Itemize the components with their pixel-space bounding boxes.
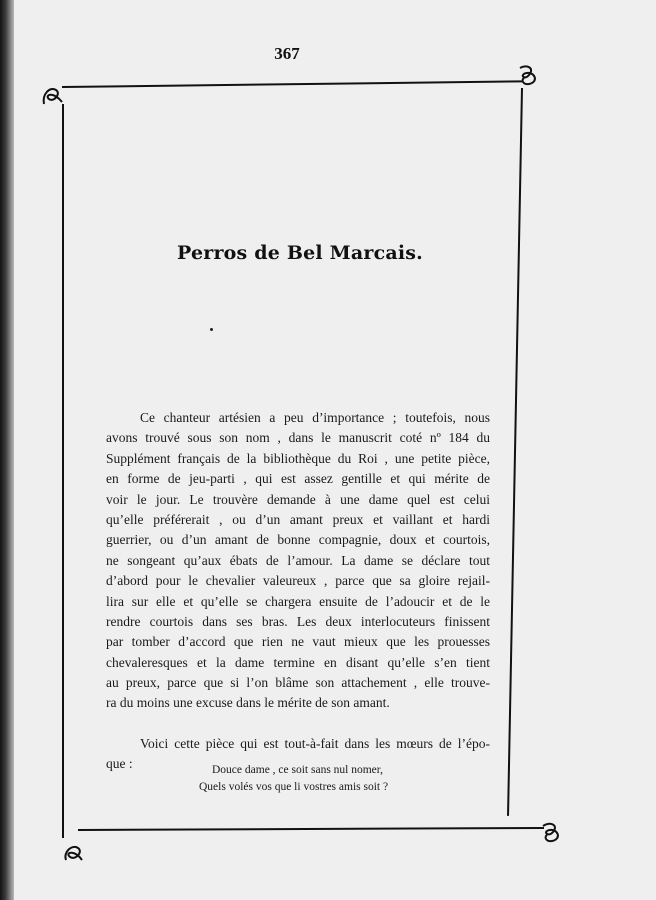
text-line: en forme de jeu-parti , qui est assez gentille et qui mérite de	[106, 471, 490, 487]
corner-ornament-top-left-icon	[40, 84, 66, 110]
text-line: par tomber d’accord que rien ne vaut mieux que les prouesses	[106, 634, 490, 650]
corner-ornament-top-right-icon	[515, 62, 541, 88]
verse-line: Quels volés vos que li vostres amis soit ?	[199, 781, 389, 793]
text-line: rendre courtois dans ses bras. Les deux interlocuteurs finissent	[106, 613, 490, 629]
section-title: Perros de Bel Marcais.	[176, 242, 423, 264]
text-line: au preux, parce que si l’on blâme son attachement , elle trouve-	[106, 675, 490, 691]
text-line: guerrier, ou d’un amant de bonne compagnie, doux et courtois,	[106, 532, 490, 548]
verse	[150, 762, 510, 796]
text-line: avons trouvé sous son nom , dans le manuscrit coté nº 184 du	[106, 430, 490, 446]
text-line: ra du moins une excuse dans le mérite de son amant.	[106, 695, 390, 711]
frame-bottom-line	[78, 827, 544, 831]
text-line: Supplément français de la bibliothèque du Roi , une petite pièce,	[106, 450, 490, 466]
text-line: Ce chanteur artésien a peu d’importance ; toutefois, nous	[140, 410, 490, 425]
ink-speck	[210, 328, 213, 331]
text-line: que :	[106, 756, 133, 772]
text-line: voir le jour. Le trouvère demande à une dame quel est celui	[106, 491, 490, 507]
text-line: d’abord pour le chevalier valeureux , parce que sa gloire rejail-	[106, 573, 490, 589]
text-line: ne songeant qu’aux ébats de l’amour. La dame se déclare tout	[106, 552, 490, 568]
body-text	[106, 408, 490, 775]
corner-ornament-bottom-left-icon	[60, 840, 86, 866]
verse-line: Douce dame , ce soit sans nul nomer,	[212, 764, 384, 776]
frame-right-line	[507, 88, 523, 816]
text-line: lira sur elle et qu’elle se chargera ensuite de l’adoucir et de le	[106, 593, 490, 609]
text-line: chevaleresques et la dame termine en disant qu’elle s’en tient	[106, 654, 490, 670]
corner-ornament-bottom-right-icon	[538, 818, 564, 844]
binding-shadow	[0, 0, 14, 900]
text-line: qu’elle préférerait , ou d’un amant preux et vaillant et hardi	[106, 511, 490, 527]
paragraph-gap	[106, 714, 490, 734]
frame-left-line	[62, 104, 64, 838]
frame-top-line	[62, 80, 522, 88]
page-number: 367	[274, 44, 300, 63]
text-line: Voici cette pièce qui est tout-à-fait dans les mœurs de l’épo-	[140, 735, 490, 751]
